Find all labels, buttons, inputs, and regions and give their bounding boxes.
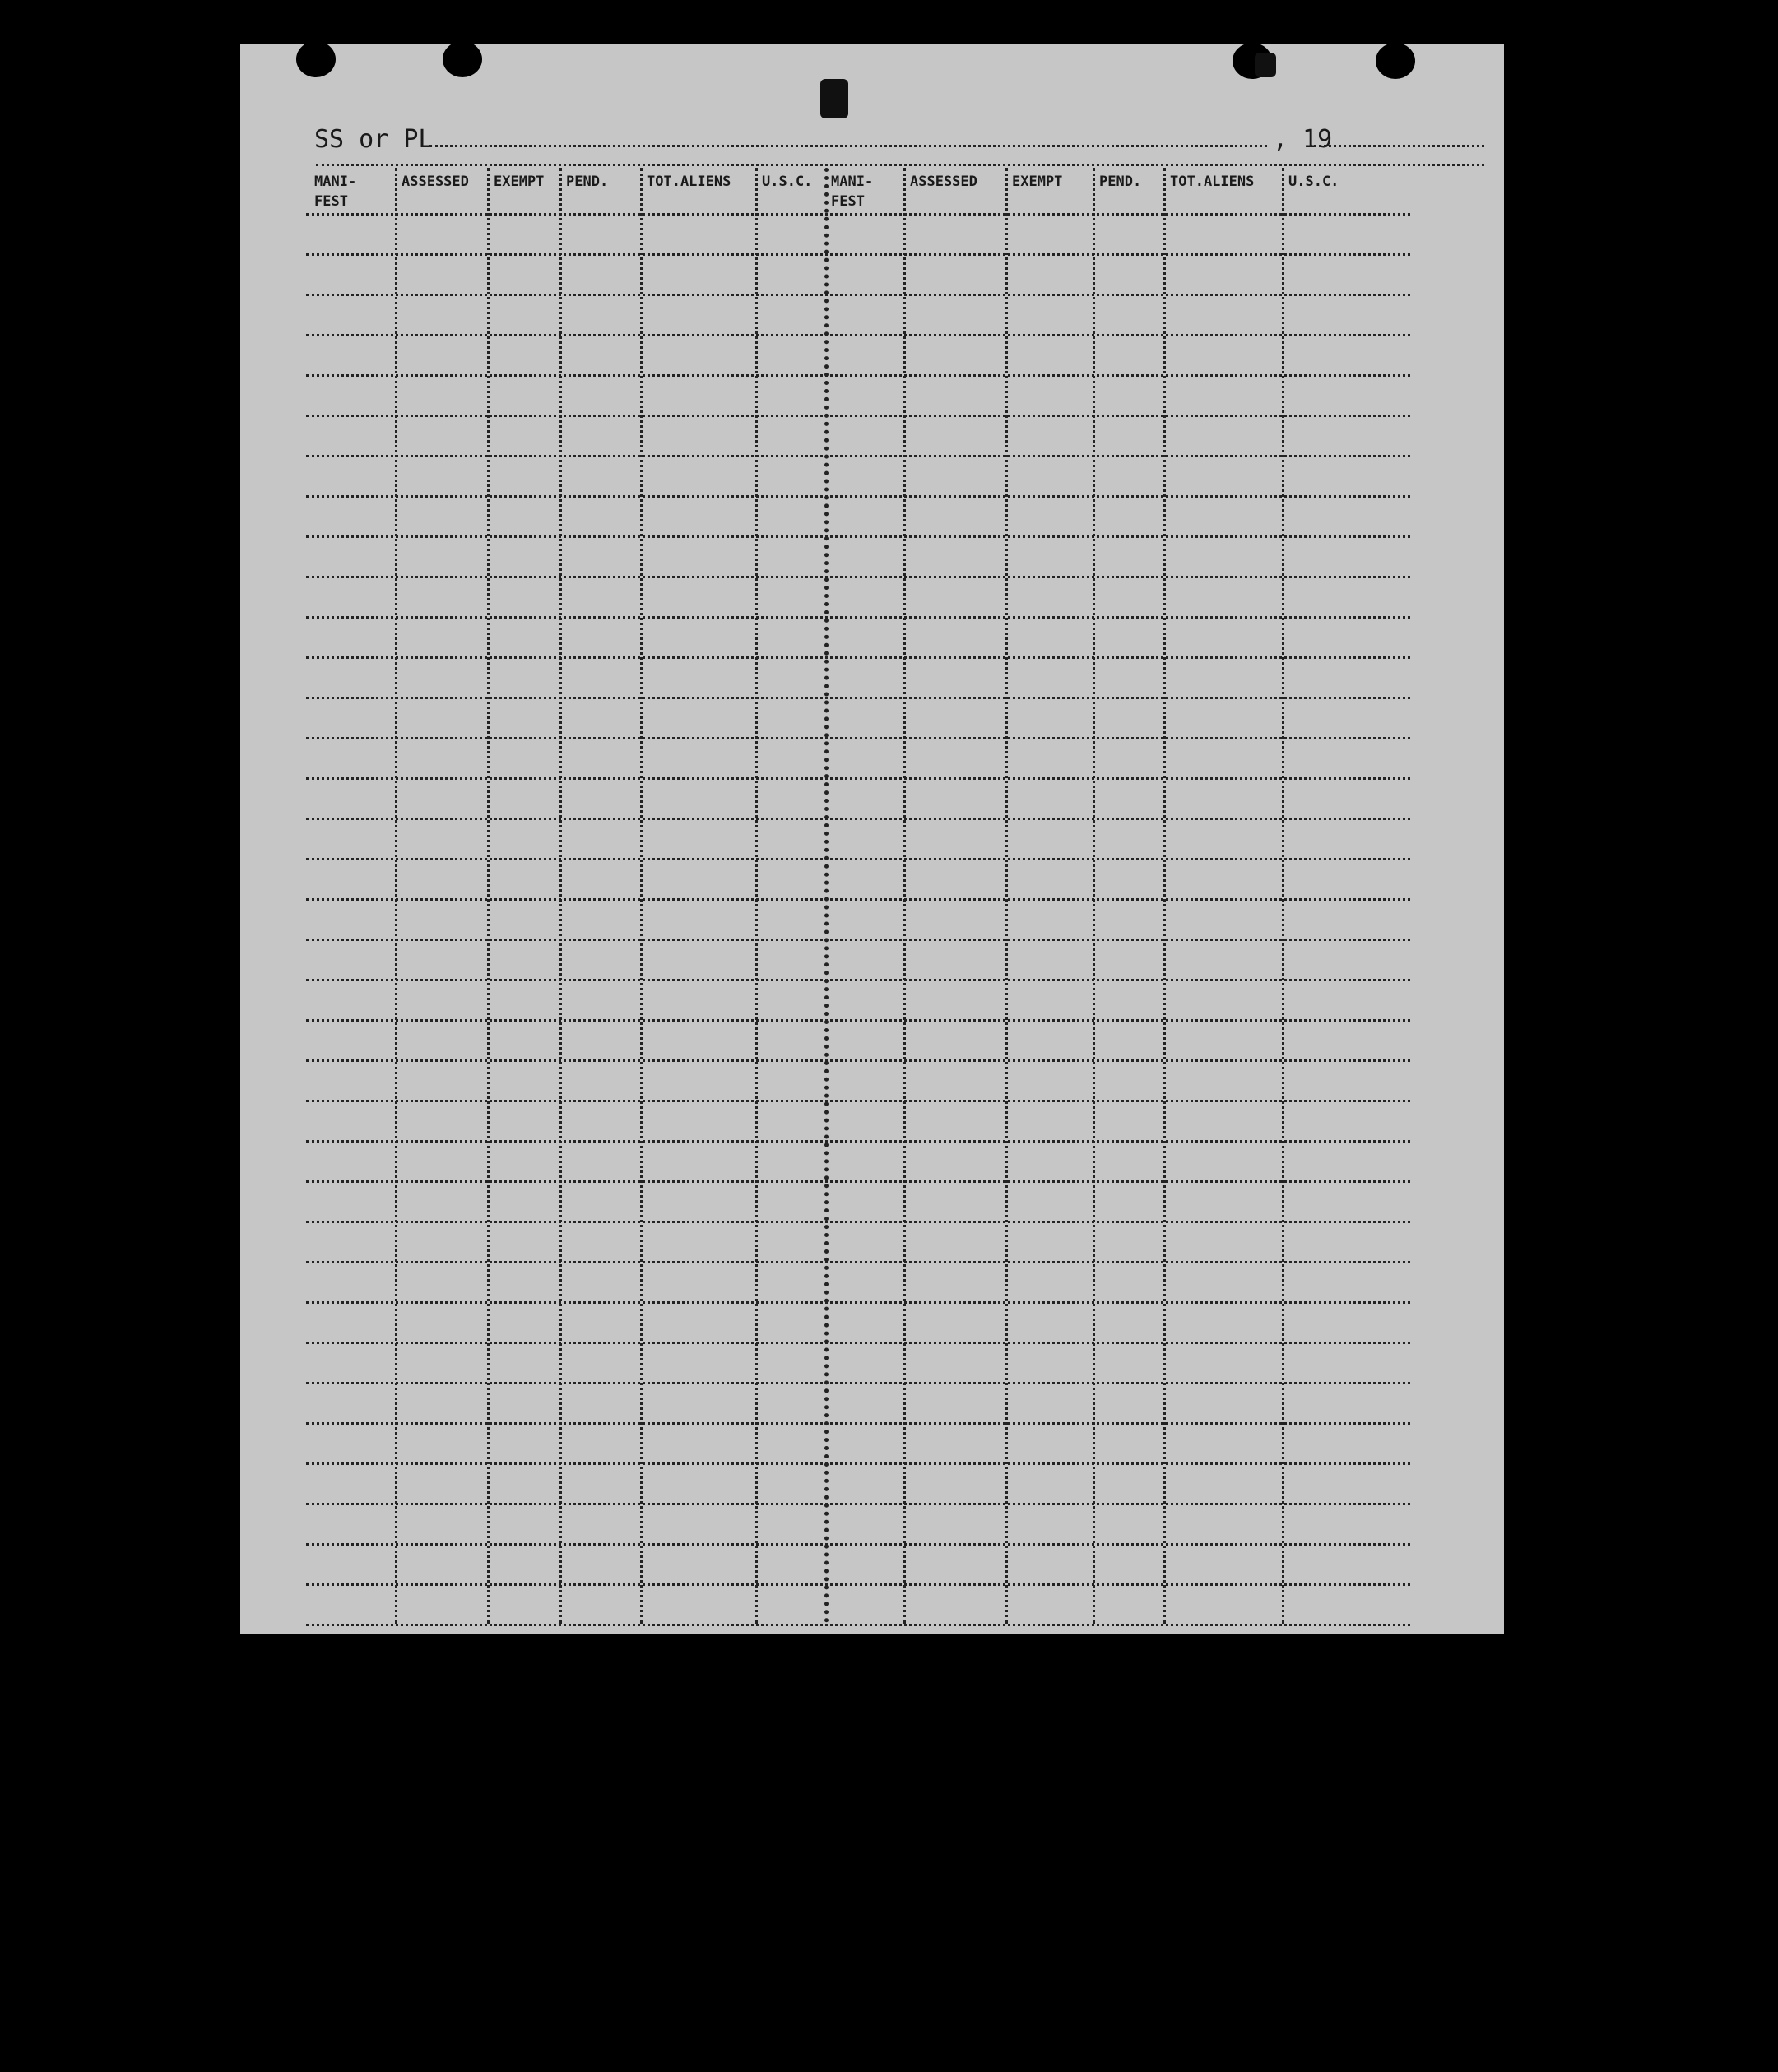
ledger-row-line <box>306 1462 1410 1465</box>
ledger-row-line <box>306 455 1410 457</box>
ledger-row-line <box>306 213 1410 216</box>
ledger-row-line <box>306 1382 1410 1384</box>
ledger-row-line <box>306 697 1410 699</box>
ledger-row-line <box>306 294 1410 296</box>
ledger-row-line <box>306 1342 1410 1344</box>
vessel-label: SS or PL <box>314 125 434 154</box>
ledger-row-line <box>306 253 1410 256</box>
ledger-row-line <box>306 1059 1410 1062</box>
ledger-column-divider <box>395 168 397 1624</box>
ledger-row-line <box>306 576 1410 578</box>
ledger-row-line <box>306 616 1410 619</box>
ledger-column-divider <box>640 168 643 1624</box>
ledger-row-line <box>306 737 1410 739</box>
ledger-column-divider <box>487 168 490 1624</box>
punch-hole <box>443 44 482 77</box>
ledger-row-line <box>306 1624 1410 1626</box>
ledger-row-line <box>306 415 1410 417</box>
column-header-exempt-2: EXEMPT <box>1012 174 1063 190</box>
header-top-rule <box>316 164 1484 166</box>
column-header-tot-aliens-1: TOT.ALIENS <box>647 174 731 190</box>
ledger-row-line <box>306 495 1410 498</box>
ledger-column-divider <box>1005 168 1008 1624</box>
ledger-row-line <box>306 1543 1410 1546</box>
column-header-pend-1: PEND. <box>566 174 609 190</box>
ledger-column-divider <box>824 168 829 1624</box>
year-label: , 19 <box>1273 125 1333 154</box>
column-header-assessed-2: ASSESSED <box>910 174 977 190</box>
ledger-row-line <box>306 939 1410 941</box>
punch-hole <box>1376 44 1415 79</box>
column-header-exempt-1: EXEMPT <box>494 174 545 190</box>
ledger-row-line <box>306 979 1410 981</box>
ledger-column-divider <box>903 168 906 1624</box>
ledger-row-line <box>306 535 1410 538</box>
ledger-row-line <box>306 1301 1410 1304</box>
ledger-column-divider <box>1282 168 1284 1624</box>
column-header-manifest-1: MANI- FEST <box>314 174 357 210</box>
ledger-column-divider <box>1093 168 1095 1624</box>
ledger-row-line <box>306 898 1410 901</box>
ledger-row-line <box>306 1583 1410 1586</box>
ledger-row-line <box>306 1180 1410 1183</box>
column-header-manifest-2: MANI- FEST <box>831 174 874 210</box>
ledger-row-line <box>306 1100 1410 1102</box>
ledger-row-line <box>306 1140 1410 1143</box>
column-header-usc-2: U.S.C. <box>1288 174 1339 190</box>
ledger-row-line <box>306 334 1410 336</box>
ledger-column-divider <box>1163 168 1166 1624</box>
ledger-column-divider <box>559 168 562 1624</box>
punch-hole <box>296 44 336 77</box>
ledger-row-line <box>306 1221 1410 1223</box>
ledger-row-line <box>306 374 1410 377</box>
column-header-assessed-1: ASSESSED <box>402 174 469 190</box>
year-entry-line <box>1310 145 1484 147</box>
ledger-column-divider <box>755 168 758 1624</box>
ink-smudge <box>1255 53 1276 77</box>
vessel-entry-line <box>429 145 1267 147</box>
ledger-row-line <box>306 1019 1410 1022</box>
ledger-row-line <box>306 1422 1410 1425</box>
form-sheet <box>240 44 1504 1634</box>
column-header-usc-1: U.S.C. <box>762 174 813 190</box>
ledger-row-line <box>306 656 1410 659</box>
ledger-row-line <box>306 1261 1410 1263</box>
ledger-row-line <box>306 777 1410 780</box>
ledger-row-line <box>306 818 1410 820</box>
column-header-tot-aliens-2: TOT.ALIENS <box>1170 174 1255 190</box>
ledger-row-line <box>306 1503 1410 1505</box>
ledger-row-line <box>306 858 1410 860</box>
column-header-pend-2: PEND. <box>1099 174 1142 190</box>
ink-smudge <box>820 79 848 118</box>
